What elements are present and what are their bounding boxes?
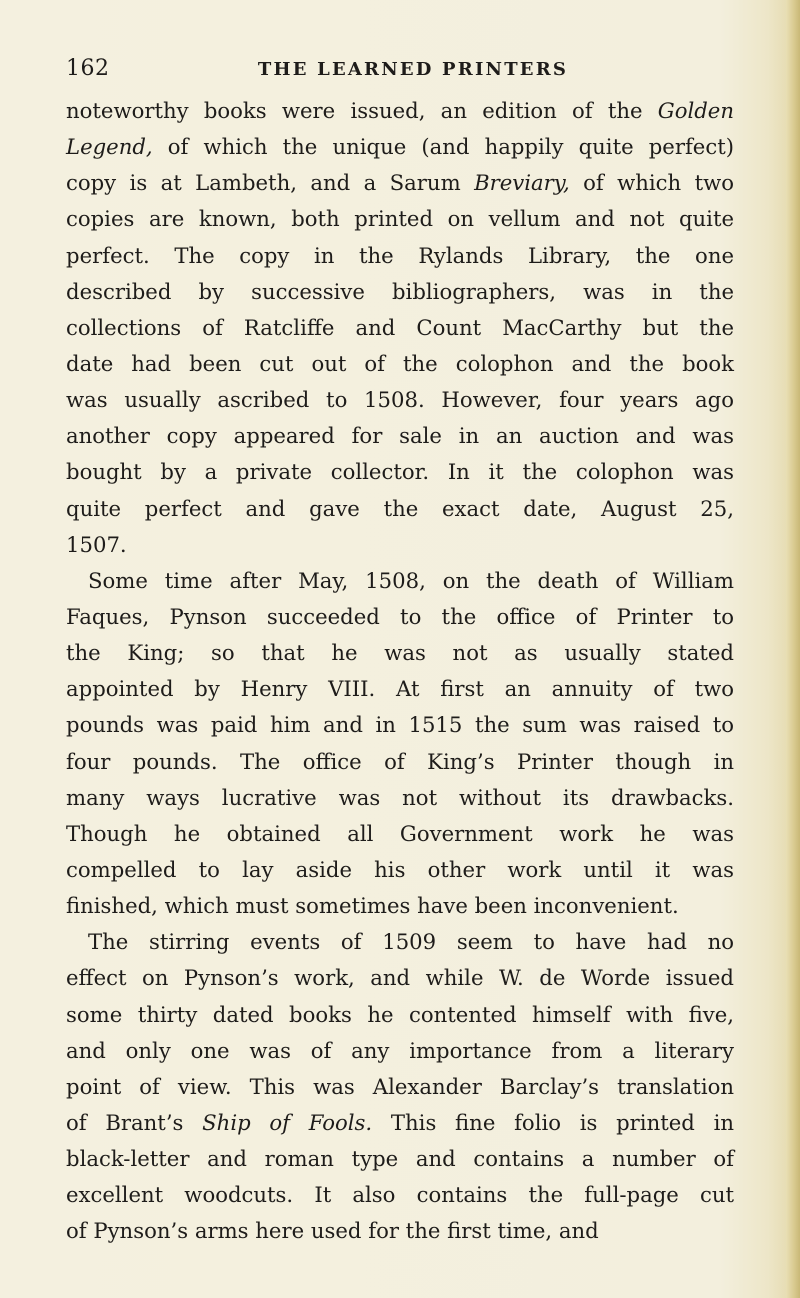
- text-line: 1507.: [66, 531, 127, 557]
- text-line: described by successive bibliographers, was in the: [66, 278, 734, 304]
- text-line: copies are known, both printed on vellum and not quite: [66, 206, 734, 232]
- text-line: Though he obtained all Government work he was: [66, 820, 734, 846]
- text-line: and only one was of any importance from a literary: [66, 1037, 734, 1063]
- text-line: The stirring events of 1509 seem to have had no: [88, 929, 734, 955]
- page-edge: [786, 0, 800, 1298]
- text-line: black-letter and roman type and contains a number of: [66, 1146, 734, 1172]
- text-line: appointed by Henry VIII. At first an annuity of two: [66, 676, 734, 702]
- text-line: finished, which must sometimes have been inconvenient.: [66, 893, 679, 919]
- text-line: quite perfect and gave the exact date, August 25,: [66, 495, 734, 521]
- text-line: another copy appeared for sale in an auction and was: [66, 423, 734, 449]
- text-line: Legend, of which the unique (and happily quite perfect): [66, 134, 734, 160]
- paragraph: [66, 563, 734, 924]
- text-line: perfect. The copy in the Rylands Library, the one: [66, 242, 734, 268]
- text-line: effect on Pynson’s work, and while W. de Worde issued: [66, 965, 734, 991]
- text-line: the King; so that he was not as usually stated: [66, 640, 734, 666]
- body-text: [66, 93, 734, 1250]
- paragraph: [66, 93, 734, 563]
- text-line: Some time after May, 1508, on the death of William: [88, 567, 734, 593]
- page-number: 162: [66, 56, 110, 81]
- italic-title: Breviary,: [474, 170, 570, 196]
- italic-title: Golden: [657, 98, 734, 123]
- text-line: many ways lucrative was not without its drawbacks.: [66, 784, 734, 810]
- italic-title: Legend,: [66, 134, 153, 160]
- italic-title: Ship of Fools.: [202, 1109, 373, 1135]
- text-line: copy is at Lambeth, and a Sarum Breviary, of which two: [66, 170, 734, 196]
- text-line: point of view. This was Alexander Barclay’s translation: [66, 1073, 734, 1099]
- text-line: bought by a private collector. In it the colophon was: [66, 459, 734, 485]
- text-line: excellent woodcuts. It also contains the full-page cut: [66, 1182, 734, 1208]
- text-line: was usually ascribed to 1508. However, four years ago: [66, 387, 734, 413]
- text-line: compelled to lay aside his other work until it was: [66, 856, 734, 882]
- text-line: pounds was paid him and in 1515 the sum was raised to: [66, 712, 734, 738]
- text-line: Faques, Pynson succeeded to the office of Printer to: [66, 603, 734, 629]
- text-line: collections of Ratcliffe and Count MacCarthy but the: [66, 314, 734, 340]
- text-line: some thirty dated books he contented himself with five,: [66, 1001, 734, 1027]
- text-line: four pounds. The office of King’s Printer though in: [66, 748, 734, 774]
- text-line: noteworthy books were issued, an edition of the Golden: [66, 98, 734, 123]
- text-line: date had been cut out of the colophon and the book: [66, 350, 734, 376]
- text-line: of Pynson’s arms here used for the first time, and: [66, 1218, 599, 1244]
- paragraph: [66, 924, 734, 1249]
- text-line: of Brant’s Ship of Fools. This fine folio is printed in: [66, 1109, 734, 1135]
- running-head: THE LEARNED PRINTERS: [257, 59, 569, 80]
- page-header: [66, 56, 734, 88]
